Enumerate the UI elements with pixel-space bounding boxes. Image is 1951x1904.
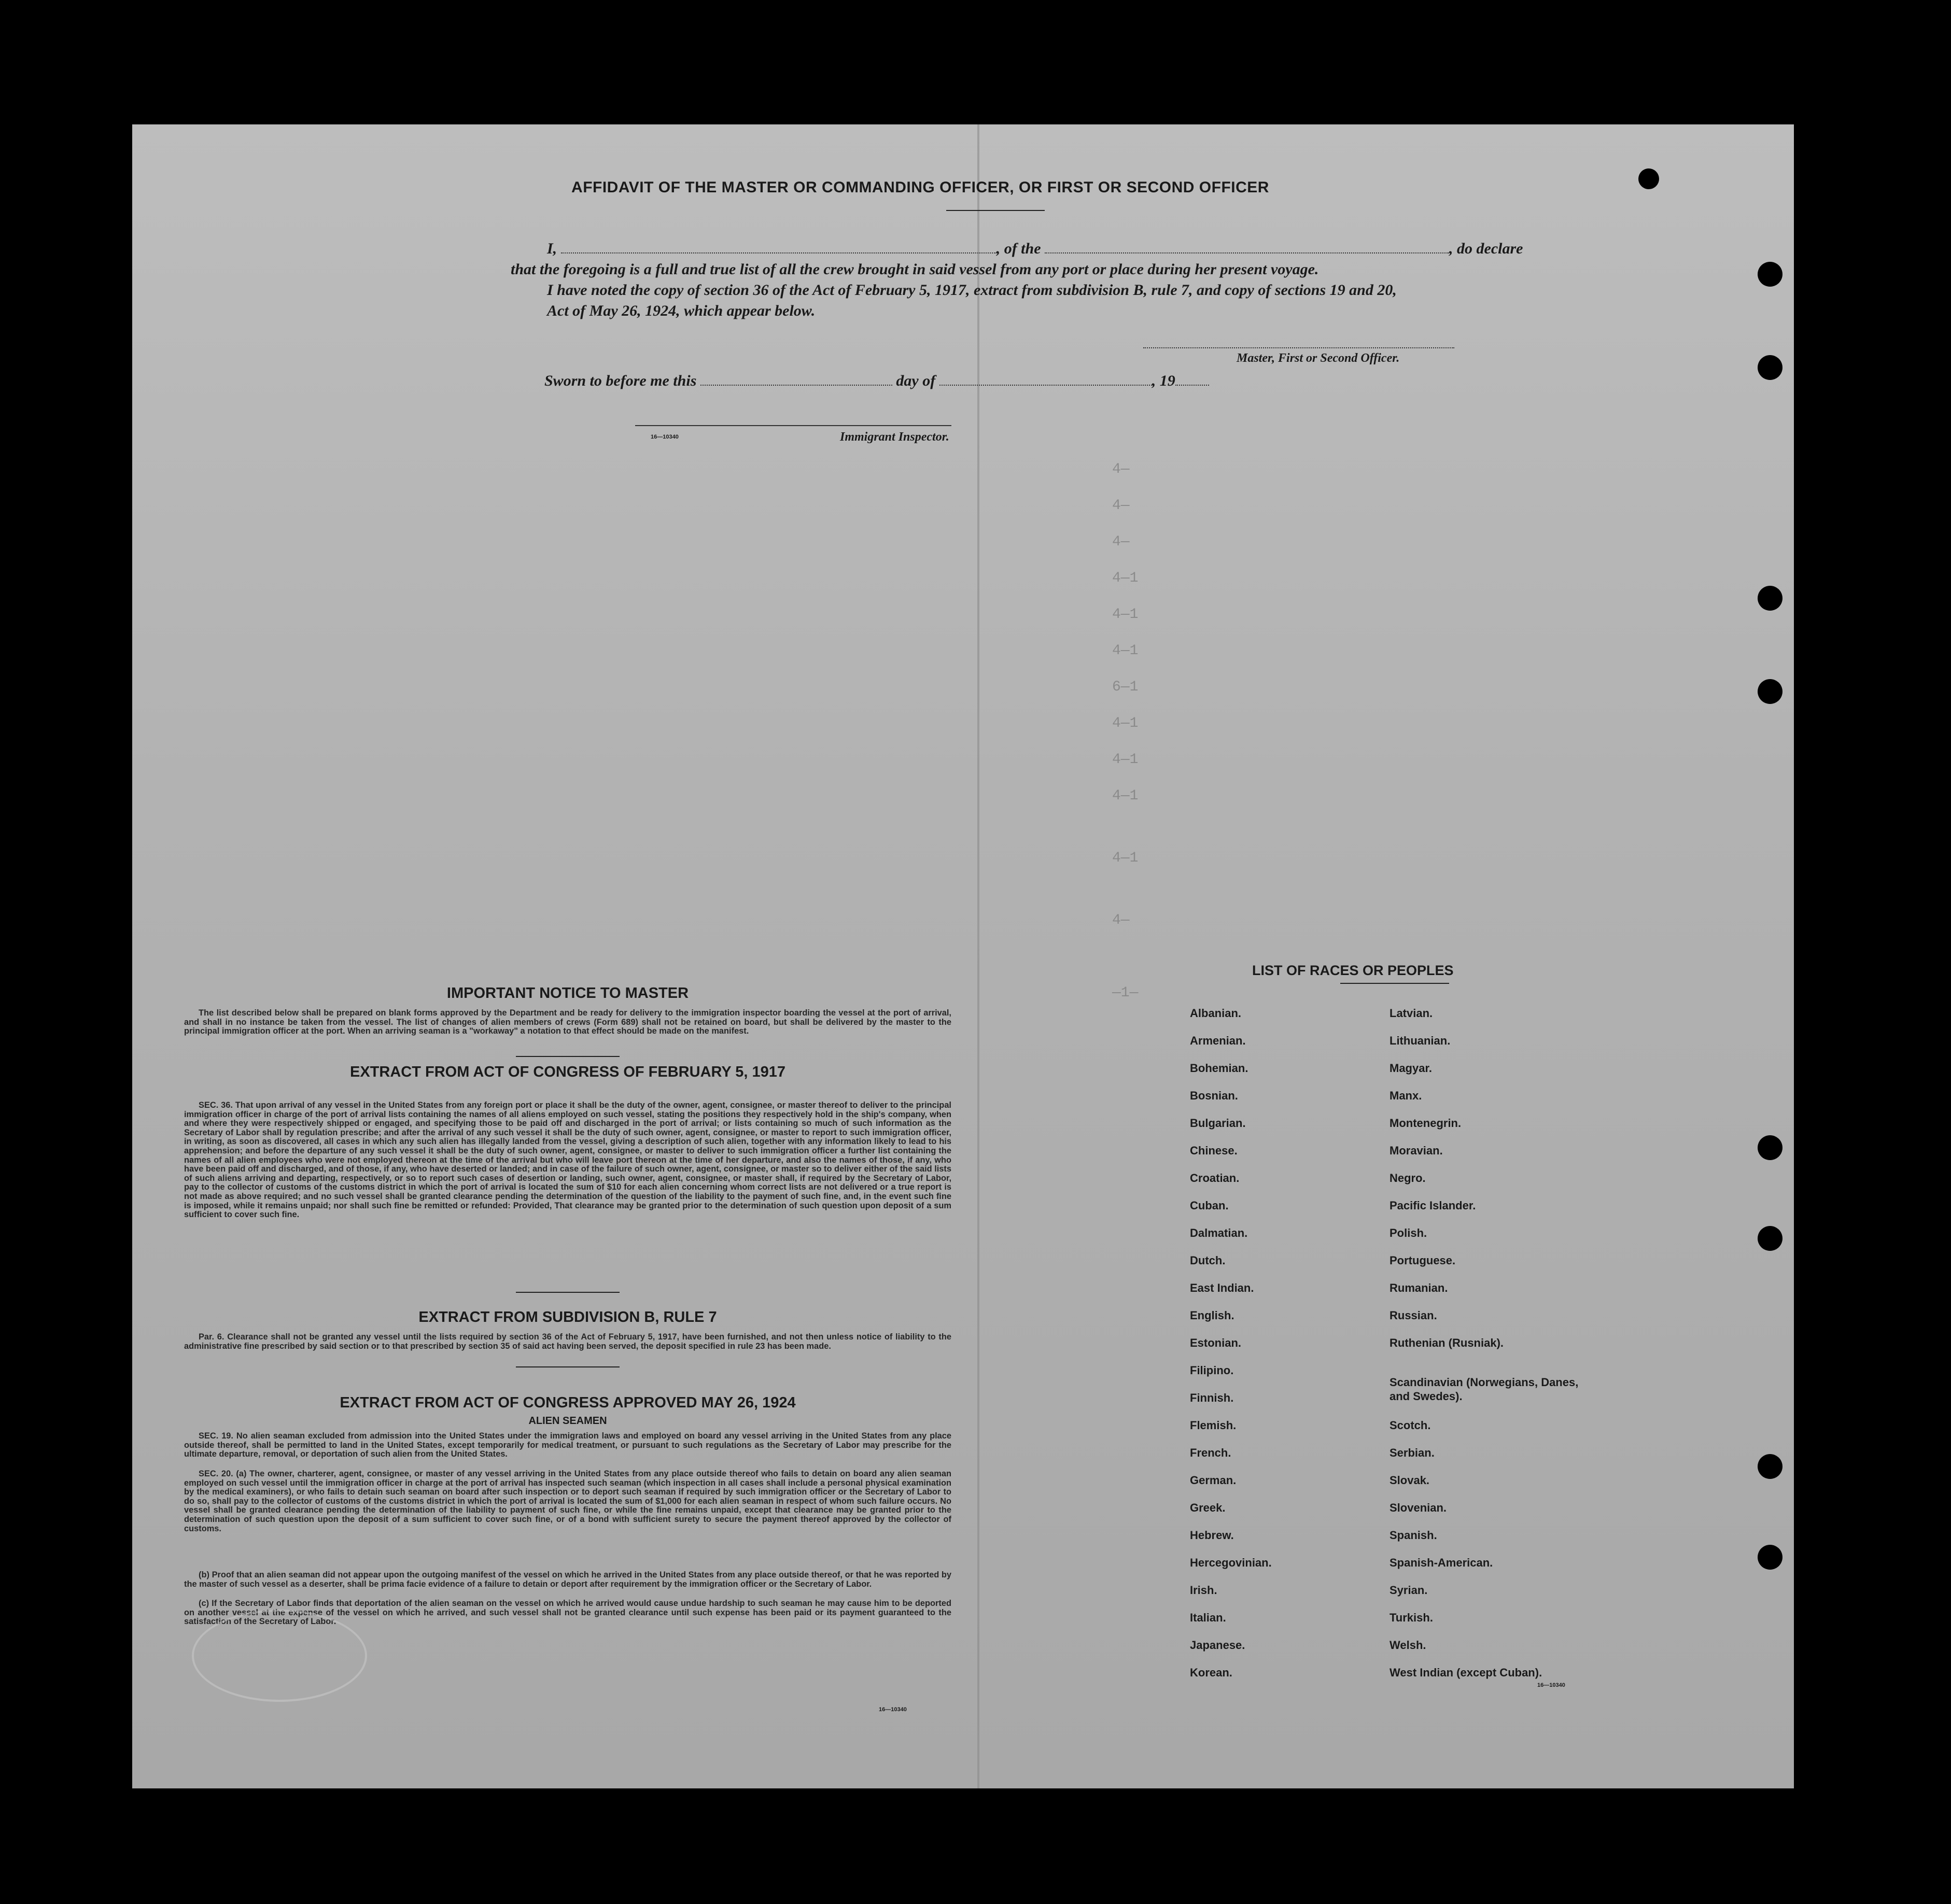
section-rule — [516, 1366, 620, 1367]
bleed-through-mark: 4— — [1112, 534, 1130, 550]
section-rule — [516, 1292, 620, 1293]
form-code: 16—10340 — [651, 434, 679, 440]
day-of-text: day of — [896, 372, 936, 389]
race-item: Slovak. — [1389, 1474, 1430, 1487]
sec20b-text: (b) Proof that an alien seaman did not appear upon the outgoing manifest of the vessel on which he arrived in the United States from any place outside thereof, or that he was reported by the master of such vessel as a deserter, shall be prima facie evidence of a failure to detain or deport after requirement by the immigration officer or the Secretary of Labor. — [184, 1570, 951, 1589]
binder-hole — [1758, 355, 1782, 380]
inspector-signature-line — [635, 425, 951, 426]
race-item: Hebrew. — [1190, 1529, 1234, 1542]
bleed-through-mark: 4—1 — [1112, 850, 1139, 866]
sworn-day-blank — [700, 372, 892, 386]
race-item: Estonian. — [1190, 1336, 1242, 1349]
notice-title: IMPORTANT NOTICE TO MASTER — [446, 985, 689, 1002]
sworn-line — [544, 372, 1209, 390]
alien-seamen-subtitle: ALIEN SEAMEN — [528, 1415, 607, 1427]
bleed-through-mark: —1— — [1112, 985, 1139, 1001]
year-prefix: , 19 — [1152, 372, 1175, 389]
race-item: Bulgarian. — [1190, 1117, 1246, 1130]
race-item: Magyar. — [1389, 1062, 1432, 1075]
bleed-through-mark: 4—1 — [1112, 752, 1139, 768]
race-item: Scotch. — [1389, 1419, 1431, 1432]
manifest-page — [132, 124, 1794, 1788]
race-item: Welsh. — [1389, 1639, 1426, 1652]
races-title: LIST OF RACES OR PEOPLES — [1252, 963, 1454, 978]
bleed-through-mark: 4— — [1112, 498, 1130, 514]
do-declare-text: , do declare — [1449, 240, 1523, 257]
race-item: Polish. — [1389, 1226, 1427, 1239]
affidavit-line-1 — [547, 238, 1610, 259]
race-item: Negro. — [1389, 1172, 1426, 1184]
race-item: French. — [1190, 1446, 1231, 1459]
race-item: Hercegovinian. — [1190, 1556, 1272, 1569]
binder-hole — [1758, 1135, 1782, 1160]
form-code: 16—10340 — [879, 1706, 907, 1713]
vessel-blank — [1045, 240, 1449, 253]
affidavit-line-4: Act of May 26, 1924, which appear below. — [547, 302, 816, 319]
race-item: Albanian. — [1190, 1007, 1242, 1020]
sec20c-text: (c) If the Secretary of Labor finds that deportation of the alien seaman on the vessel on which he arrived would cause undue hardship to such seaman he may cause him to be deported on another vessel at the expense of the vessel on which he arrived, and such vessel shall not be granted clearance until such expense has been paid or its payment guaranteed to the satisfaction of the Secretary of Labor. — [184, 1599, 951, 1627]
races-rule — [1340, 983, 1449, 984]
race-item: Rumanian. — [1389, 1281, 1448, 1294]
inspector-signature-label: Immigrant Inspector. — [840, 430, 949, 444]
extract-1917-title: EXTRACT FROM ACT OF CONGRESS OF FEBRUARY 5, 1917 — [349, 1064, 786, 1080]
race-item: Chinese. — [1190, 1144, 1238, 1157]
affidavit-line-2: that the foregoing is a full and true list of all the crew brought in said vessel from any port or place during her present voyage. — [511, 261, 1319, 278]
bleed-through-mark: 6—1 — [1112, 679, 1139, 695]
race-item: Japanese. — [1190, 1639, 1245, 1652]
title-rule — [946, 210, 1045, 211]
sworn-prefix: Sworn to before me this — [544, 372, 697, 389]
race-item: Turkish. — [1389, 1611, 1433, 1624]
race-item: Spanish. — [1389, 1529, 1437, 1542]
form-code: 16—10340 — [1537, 1682, 1565, 1688]
race-item: Bohemian. — [1190, 1062, 1248, 1075]
bleed-through-mark: 4— — [1112, 461, 1130, 477]
race-item: Moravian. — [1389, 1144, 1443, 1157]
race-item: Russian. — [1389, 1309, 1437, 1322]
race-item: Cuban. — [1190, 1199, 1229, 1212]
race-item: Armenian. — [1190, 1034, 1246, 1047]
section-rule — [516, 1056, 620, 1057]
race-item: Montenegrin. — [1389, 1117, 1462, 1130]
race-item: Scandinavian (Norwegians, Danes, and Swedes). — [1389, 1376, 1579, 1403]
race-item: Lithuanian. — [1389, 1034, 1451, 1047]
race-item: Slovenian. — [1389, 1501, 1447, 1514]
subdivision-b-text: Par. 6. Clearance shall not be granted any vessel until the lists required by section 36 of the Act of February 5, 1917, have been furnished, and not then unless notice of liability to the administrative fine prescribed by said section or to that prescribed by section 35 of said act having been served, the deposit specified in rule 23 has been made. — [184, 1332, 951, 1351]
binder-hole — [1638, 168, 1659, 189]
race-item: Syrian. — [1389, 1584, 1428, 1597]
race-item: Ruthenian (Rusniak). — [1389, 1336, 1504, 1349]
bleed-through-mark: 4—1 — [1112, 643, 1139, 659]
race-item: German. — [1190, 1474, 1237, 1487]
race-item: Dalmatian. — [1190, 1226, 1248, 1239]
race-item: Dutch. — [1190, 1254, 1226, 1267]
name-blank — [561, 240, 996, 253]
race-item: English. — [1190, 1309, 1234, 1322]
affidavit-title: AFFIDAVIT OF THE MASTER OR COMMANDING OFFICER, OR FIRST OR SECOND OFFICER — [571, 179, 1269, 196]
race-item: Spanish-American. — [1389, 1556, 1493, 1569]
race-item: Croatian. — [1190, 1172, 1240, 1184]
sworn-month-blank — [939, 372, 1152, 386]
bleed-through-mark: 4— — [1112, 912, 1130, 928]
race-item: Latvian. — [1389, 1007, 1433, 1020]
subdivision-b-title: EXTRACT FROM SUBDIVISION B, RULE 7 — [418, 1309, 717, 1325]
binder-hole — [1758, 1545, 1782, 1570]
sec19-text: SEC. 19. No alien seaman excluded from admission into the United States under the immigration laws and employed on board any vessel arriving in the United States from any place outside thereof, shall be permitted to land in the United States, except temporarily for medical treatment, or pursuant to such regulations as the Secretary of Labor may prescribe for the ultimate departure, removal, or deportation of such alien from the United States. — [184, 1431, 951, 1459]
race-item: Greek. — [1190, 1501, 1226, 1514]
race-item: Portuguese. — [1389, 1254, 1456, 1267]
binder-hole — [1758, 679, 1782, 704]
notice-text: The list described below shall be prepared on blank forms approved by the Department and be ready for delivery to the immigration inspector boarding the vessel at the port of arrival, and shall in no instance be taken from the vessel. The list of changes of alien members of crews (Form 689) shall not be retained on board, but shall be delivered by the master to the principal immigration officer at the port. When an arriving seaman is a "workaway" a notation to that effect should be made on the manifest. — [184, 1008, 951, 1036]
extract-1917-text: SEC. 36. That upon arrival of any vessel in the United States from any foreign port or place it shall be the duty of the owner, agent, consignee, or master thereof to deliver to the principal immigration officer in charge of the port of arrival lists containing the names of all aliens employed on such vessel, stating the positions they respectively hold in the ship's company, when and where they were respectively shipped or engaged, and specifying those to be paid off and discharged in the port of arrival; or lists containing so much of such information as the Secretary of Labor shall by regulation prescribe; and after the arrival of any such vessel it shall be the duty of such owner, agent, consignee, or master to report to such immigration officer, in writing, as soon as discovered, all cases in which any such alien has illegally landed from the vessel, giving a description of such alien, together with any information likely to lead to his apprehension; and before the departure of any such vessel it shall be the duty of such owner, agent, consignee, or master to deliver to such immigration officer a further list containing the names of all alien employees who were not employed thereon at the time of the arrival but who will leave port thereon at the time of her departure, and also the names of those, if any, who have been paid off and discharged, and of those, if any, who have deserted or landed; and in case of the failure of such owner, agent, consignee, or master so to deliver either of the said lists of such aliens arriving and departing, respectively, or so to report such cases of desertion or landing, such owner, agent, consignee, or master shall, if required by the Secretary of Labor, pay to the collector of customs of the customs district in which the port of arrival is located the sum of $10 for each alien concerning whom correct lists are not delivered or a true report is not made as above required; and no such vessel shall be granted clearance pending the determination of the question of the liability to the payment of such fine, and, in the event such fine is imposed, while it remains unpaid; nor shall such fine be remitted or refunded: Provided, That clearance may be granted prior to the determination of such question upon deposit of a sum sufficient to cover such fine. — [184, 1101, 951, 1220]
race-item: Pacific Islander. — [1389, 1199, 1476, 1212]
sec20a-text: SEC. 20. (a) The owner, charterer, agent, consignee, or master of any vessel arriving in the United States from any place outside thereof who fails to detain on board any alien seaman employed on such vessel until the immigration officer in charge at the port of arrival has inspected such seaman (which inspection in all cases shall include a personal physical examination by the medical examiners), or who fails to detain such seaman on board after such inspection or to deport such seaman if required by such immigration officer or the Secretary of Labor to do so, shall pay to the collector of customs of the customs district in which the port of arrival is located the sum of $1,000 for each alien seaman in respect of whom such failure occurs. No vessel shall be granted clearance pending the determination of the liability to payment of such fine, or while the fine remains unpaid, except that clearance may be granted prior to the determination of such question upon the deposit of a sum sufficient to cover such fine, or of a bond with sufficient surety to secure the payment thereof approved by the collector of customs. — [184, 1469, 951, 1533]
binder-hole — [1758, 1226, 1782, 1251]
bleed-through-mark: 4—1 — [1112, 607, 1139, 623]
race-item: East Indian. — [1190, 1281, 1254, 1294]
master-signature-label: Master, First or Second Officer. — [1237, 351, 1400, 365]
affidavit-line-3: I have noted the copy of section 36 of the Act of February 5, 1917, extract from subdivision B, rule 7, and copy of sections 19 and 20, — [547, 281, 1397, 299]
master-signature-line — [1143, 347, 1454, 348]
race-item: Bosnian. — [1190, 1089, 1238, 1102]
race-item: Finnish. — [1190, 1391, 1234, 1404]
race-item: Irish. — [1190, 1584, 1217, 1597]
i-prefix: I, — [547, 240, 557, 257]
bleed-through-mark: 4—1 — [1112, 570, 1139, 586]
binder-hole — [1758, 586, 1782, 611]
sworn-year-blank — [1175, 372, 1209, 386]
bleed-through-mark: 4—1 — [1112, 715, 1139, 731]
of-the-text: , of the — [996, 240, 1041, 257]
race-item: Serbian. — [1389, 1446, 1435, 1459]
binder-hole — [1758, 1454, 1782, 1479]
race-item: West Indian (except Cuban). — [1389, 1666, 1542, 1679]
race-item: Filipino. — [1190, 1364, 1234, 1377]
faded-stamp — [192, 1610, 367, 1702]
bleed-through-mark: 4—1 — [1112, 788, 1139, 804]
race-item: Manx. — [1389, 1089, 1422, 1102]
race-item: Italian. — [1190, 1611, 1226, 1624]
race-item: Flemish. — [1190, 1419, 1237, 1432]
binder-hole — [1758, 262, 1782, 287]
extract-1924-title: EXTRACT FROM ACT OF CONGRESS APPROVED MAY 26, 1924 — [340, 1394, 796, 1411]
race-item: Korean. — [1190, 1666, 1232, 1679]
